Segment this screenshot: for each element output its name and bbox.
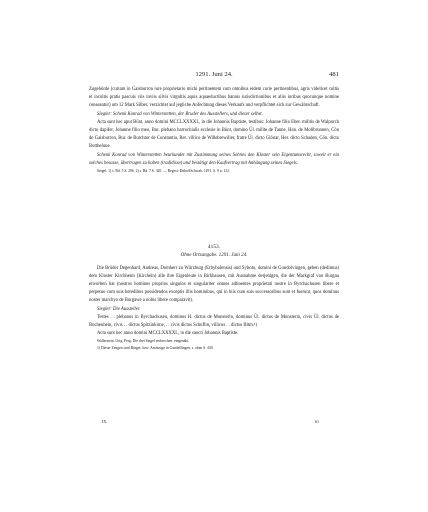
running-head-title: 1291. Juni 24. bbox=[195, 71, 233, 78]
doc2-sealer: Siegler: Die Aussteller. bbox=[97, 306, 141, 312]
doc1-paragraph: Zugehörde (curiam in Gaisburron iure proprietario michi pertinentem cum omnibus eidem curie pertinentibus, agris videlicet cultis et incultis pratis pascuis viis inviis silvis virgultis aquis aquaeductibus bannis iurisdictionibus et aliis iuribus quocunque nomine censeantur) um 12 Mark Silber, verzichtet auf jegliche Anfechtung dieses Verkaufs und verpflichtet sich zur Gewährschaft. bbox=[89, 87, 339, 109]
doc1-witnesses: Acta sunt hec aput Bünt, anno domini MCCLXXXXI., in die Johannis Baptiste, testibus: Johanne filio Eber. militis de Walpurch dicto dapifer, Johanne filio meo, Bur. plebano barrochialis ecclesie in Bünt, domino Ül. milite de Tanne, Han. de Molibrunnen, Cön de Gaisburron, Bur. de Burchtor de Constantia, Rer. villico de Willebrewiller, fratre Ül. dicto Glönar, Her. dicto Schaden, Cön. dicto Botthelune. bbox=[89, 119, 339, 150]
doc1-note: Siegel: 1) s. Bd. 5 S. 296. 2) s. Bd. 7 S. 320. — Regest: DühaASchwab. 1491, S. 9 n. 122. bbox=[97, 169, 230, 174]
running-head bbox=[89, 71, 339, 80]
page-number: 481 bbox=[329, 71, 339, 78]
doc2-heading: Ohne Ortsangabe. 1291. Juni 24. bbox=[180, 253, 248, 258]
document-1 bbox=[89, 86, 339, 175]
doc1-sealer: Siegler: Schenk Konrad von Winterstetten, der Bruder des Ausstellers, und dieser selbst. bbox=[97, 111, 263, 117]
footer-page-number: 61 bbox=[315, 419, 319, 424]
doc1-confirmation: Schenk Konrad von Winterstetten beurkundet mit Zustimmung seines Sohnes den Kloster sein Eigentumsrecht, soweit er ein solches besasse, übertragen zu haben (tradidisse) und bestätigt den Kaufvertrag mit Anhängung seines Siegels. bbox=[89, 152, 339, 166]
doc2-paragraph: Die Brüder Degenhard, Andreas, Domherr zu Würzburg (Erbybolensis) und Syboto, domini de Gundolvingen, geben (dedimus) dem Kloster Kirchheim (Kirchein) alle ihre Eigenleute in Birkhausen, mit Ausnahme derjenigen, die der Markgraf von Burgau erworben hat (nostros homines proprios singulos et singulariter omnes adtinentes proprietati nostre in Byrchachusen libere et perpetuo cum suis heredibus possidendos exceptis illis hominibus, qui in hiis cum suis successoribus sunt et fuerunt, quos dominus noster marchyo de Burgawe a nobis libere comparavit). bbox=[89, 265, 339, 304]
doc2-dating: Acta sunt hec anno domini MCCLXXXXI., in die sancti Johannis Baptiste. bbox=[97, 331, 239, 337]
doc2-witnesses: Testes . . plebanus in Byrchachusen, dominus H. dictus de Munsterin, dominus Ül. dictus de Munsterin, civis Ül. dictus de Bochenhein, civis . . dictus Spitzinkirne, . . civis dictus Schuflin, villicus . . dictus Bltm.¹) bbox=[89, 314, 339, 328]
doc2-source-note: Wallerstein. Orig. Perg. Die drei Siegel zerbrochen, eingenäht. bbox=[97, 339, 190, 344]
doc2-number: 4153. bbox=[207, 244, 221, 250]
document-2 bbox=[89, 243, 339, 351]
footer-signature: IX. bbox=[102, 419, 108, 424]
doc2-footnote: 1) Dieser Zeugen sind Bürger, bzw. Ansässige in Gundelfingen, s. oben S. 430. bbox=[97, 345, 214, 350]
